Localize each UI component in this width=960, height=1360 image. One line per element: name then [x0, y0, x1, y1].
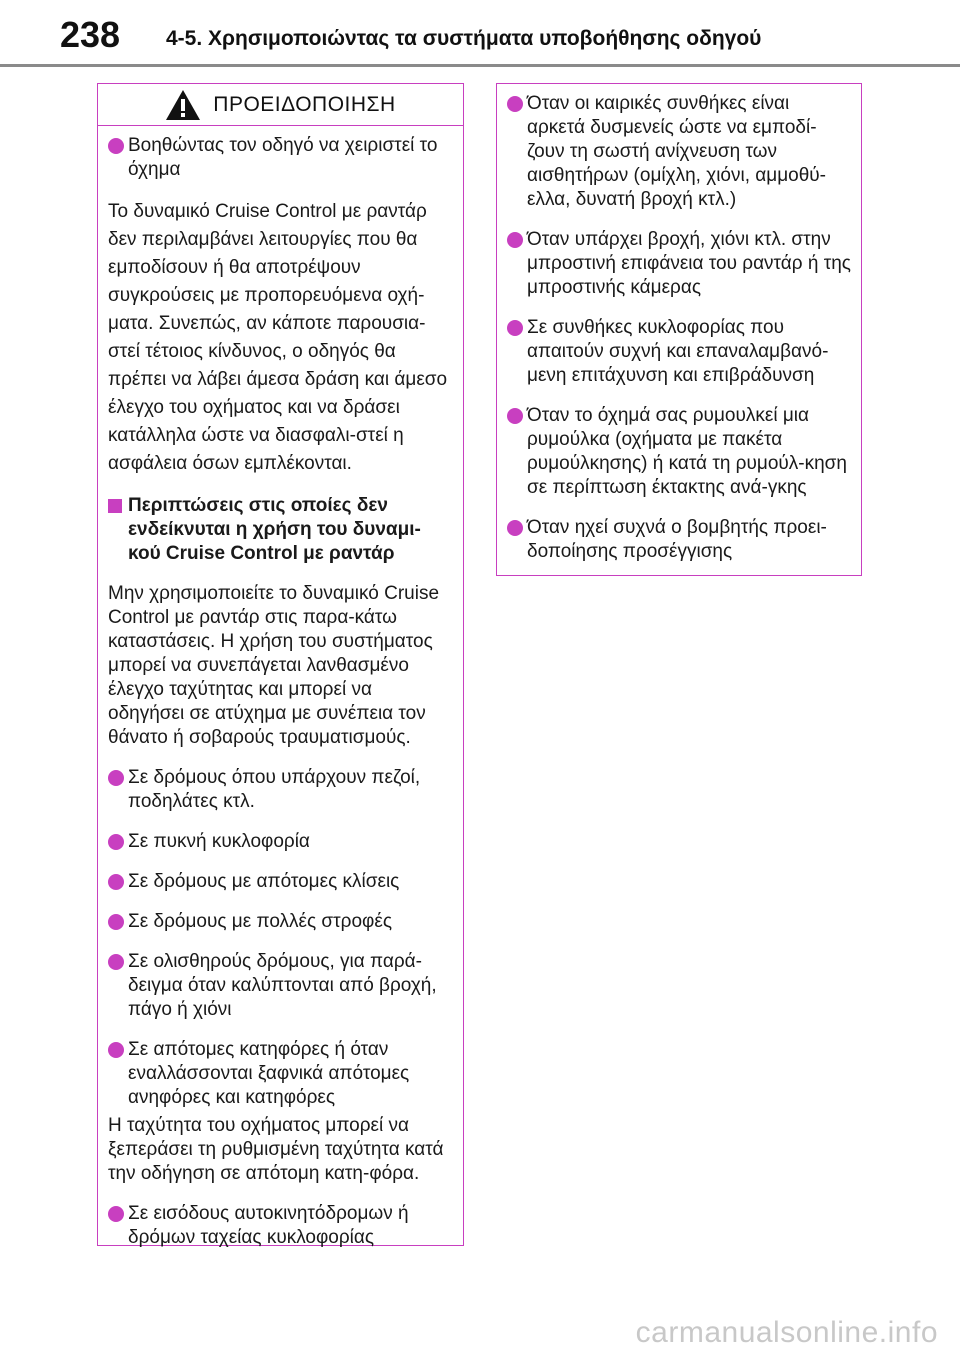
- list-item: [108, 910, 453, 934]
- list-item: [108, 950, 453, 1022]
- list-item: [108, 766, 453, 814]
- bullet-icon: [108, 138, 124, 154]
- bullet-icon: [108, 954, 124, 970]
- list-item: [108, 870, 453, 894]
- warning-box: [97, 83, 464, 1246]
- list-item: [507, 92, 851, 212]
- warning-continued-box: [496, 83, 862, 576]
- site-watermark: carmanualsonline.info: [635, 1316, 938, 1349]
- bullet-icon: [108, 770, 124, 786]
- bullet-icon: [507, 232, 523, 248]
- bullet-icon: [108, 874, 124, 890]
- bullet-icon: [108, 1206, 124, 1222]
- list-item-text: Βοηθώντας τον οδηγό να χειριστεί το όχημα: [128, 135, 438, 180]
- list-item-text: Σε δρόμους με πολλές στροφές: [128, 911, 392, 932]
- list-item-text: Σε πυκνή κυκλοφορία: [128, 831, 310, 852]
- paragraph: Η ταχύτητα του οχήματος μπορεί να ξεπεράσει τη ρυθμισμένη ταχύτητα κατά την οδήγηση σε απότομη κατη-φόρα.: [108, 1115, 444, 1184]
- bullet-icon: [108, 834, 124, 850]
- list-item-text: Σε συνθήκες κυκλοφορίας που απαιτούν συχνή και επαναλαμβανό-μενη επιτάχυνση και επιβράδυνση: [527, 317, 829, 386]
- list-item-text: Όταν ηχεί συχνά ο βομβητής προει-δοποίησης προσέγγισης: [527, 517, 827, 562]
- warning-triangle-icon: [165, 89, 201, 121]
- list-item-text: Σε εισόδους αυτοκινητόδρομων ή δρόμων ταχείας κυκλοφορίας: [128, 1203, 409, 1248]
- warning-title: ΠΡΟΕΙΔΟΠΟΙΗΣΗ: [213, 92, 396, 116]
- list-item-text: Σε ολισθηρούς δρόμους, για παρά-δειγμα όταν καλύπτονται από βροχή, πάγο ή χιόνι: [128, 951, 437, 1020]
- list-item: [108, 1202, 453, 1250]
- list-item-text: Όταν υπάρχει βροχή, χιόνι κτλ. στην μπροστινή επιφάνεια του ραντάρ ή της μπροστινής κάμερας: [527, 229, 851, 298]
- list-item-text: Όταν το όχημά σας ρυμουλκεί μια ρυμούλκα (οχήματα με πακέτα ρυμούλκησης) ή κατά τη ρυμούλ-κηση σε περίπτωση έκτακτης ανά-γκης: [527, 405, 847, 498]
- header-divider: [0, 64, 960, 67]
- subheading: Περιπτώσεις στις οποίες δεν ενδείκνυται η χρήση του δυναμι-κού Cruise Control με ραντάρ: [128, 495, 421, 564]
- subheading-item: [108, 494, 453, 566]
- bullet-icon: [507, 408, 523, 424]
- list-item-text: Σε δρόμους όπου υπάρχουν πεζοί, ποδηλάτες κτλ.: [128, 767, 421, 812]
- paragraph: Το δυναμικό Cruise Control με ραντάρ δεν περιλαμβάνει λειτουργίες που θα εμποδίσουν ή θα αποτρέψουν συγκρούσεις με προπορευόμενα οχή-ματα. Συνεπώς, αν κάποτε παρουσια-στεί τέτοιος κίνδυνος, ο οδηγός θα πρέπει να λάβει άμεσα δράση και άμεσο έλεγχο του οχήματος και να δράσει κατάλληλα ώστε να διασφαλι-στεί η ασφάλεια όσων εμπλέκονται.: [108, 201, 448, 474]
- list-item: [108, 1038, 453, 1110]
- list-item-text: Όταν οι καιρικές συνθήκες είναι αρκετά δυσμενείς ώστε να εμποδί-ζουν τη σωστή ανίχνευση των αισθητήρων (ομίχλη, χιόνι, αμμοθύ-ελλα, δυνατή βροχή κτλ.): [527, 93, 826, 210]
- list-item-text: Σε δρόμους με απότομες κλίσεις: [128, 871, 400, 892]
- list-item: [507, 316, 851, 388]
- bullet-icon: [507, 520, 523, 536]
- bullet-icon: [108, 1042, 124, 1058]
- warning-header: [98, 84, 463, 126]
- bullet-icon: [108, 914, 124, 930]
- page-number: 238: [60, 14, 121, 55]
- list-item: [108, 830, 453, 854]
- warning-content: [98, 126, 463, 1250]
- list-item-text: Σε απότομες κατηφόρες ή όταν εναλλάσσονται ξαφνικά απότομες ανηφόρες και κατηφόρες: [128, 1039, 410, 1108]
- list-item: [507, 228, 851, 300]
- list-item: [108, 134, 453, 182]
- continued-content: [497, 84, 861, 564]
- section-title: 4-5. Χρησιμοποιώντας τα συστήματα υποβοήθησης οδηγού: [166, 27, 762, 50]
- page-header: [0, 0, 960, 70]
- bullet-icon: [507, 96, 523, 112]
- square-bullet-icon: [108, 499, 122, 513]
- bullet-icon: [507, 320, 523, 336]
- list-item: [507, 516, 851, 564]
- list-item: [507, 404, 851, 500]
- paragraph: Μην χρησιμοποιείτε το δυναμικό Cruise Control με ραντάρ στις παρα-κάτω καταστάσεις. Η χρήση του συστήματος μπορεί να συνεπάγεται λανθασμένο έλεγχο ταχύτητας και μπορεί να οδηγήσει σε ατύχημα με συνέπεια τον θάνατο ή σοβαρούς τραυματισμούς.: [108, 583, 440, 748]
